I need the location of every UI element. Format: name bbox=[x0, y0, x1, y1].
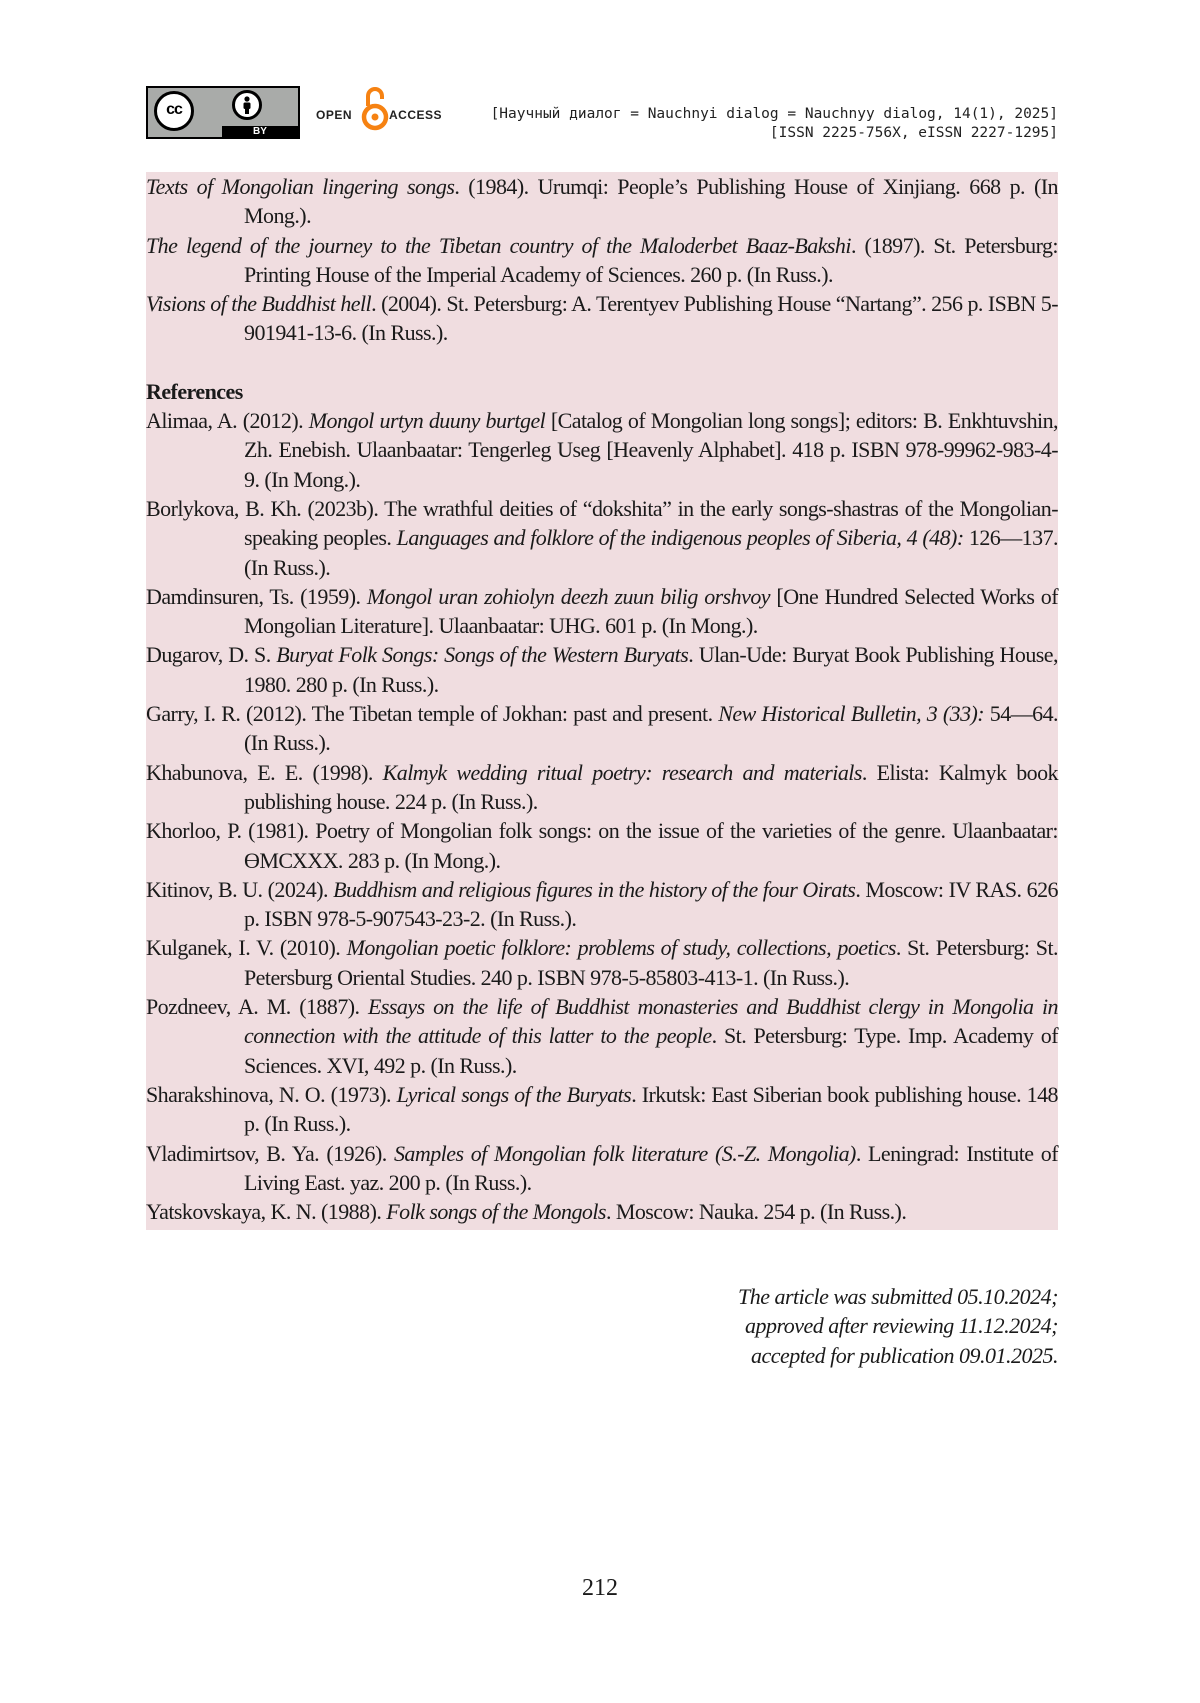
reference-entry: Damdinsuren, Ts. (1959). Mongol uran zohiolyn deezh zuun bilig orshvoy [One Hundred Selected Works of Mongolian Literature]. Ulaanbaatar: UHG. 601 p. (In Mong.). bbox=[146, 583, 1059, 639]
source-entry: Texts of Mongolian lingering songs. (1984). Urumqi: People’s Publishing House of Xinjiang. 668 p. (In Mong.). bbox=[146, 174, 1058, 229]
reference-entry: Khabunova, E. E. (1998). Kalmyk wedding ritual poetry: research and materials. Elista: Kalmyk book publishing house. 224 p. (In Russ.). bbox=[146, 759, 1059, 814]
reference-entry: Kitinov, B. U. (2024). Buddhism and religious figures in the history of the four Oirats. Moscow: IV RAS. 626 p. ISBN 978-5-907543-23-2. (In Russ.). bbox=[146, 876, 1058, 932]
references-heading: References bbox=[146, 378, 243, 404]
reference-entry: Garry, I. R. (2012). The Tibetan temple of Jokhan: past and present. New Historical Bulletin, 3 (33): 54—64. (In Russ.). bbox=[146, 701, 1058, 756]
reference-entry: Pozdneev, A. M. (1887). Essays on the life of Buddhist monasteries and Buddhist clergy in Mongolia in connection with the attitude of this latter to the people. St. Petersburg: Type. Imp. Academy of Sciences. XVI, 492 p. (In Russ.). bbox=[146, 994, 1058, 1078]
license-label: BY bbox=[253, 126, 267, 137]
creative-commons-icon: cc bbox=[154, 91, 194, 131]
open-access-prefix: OPEN bbox=[316, 108, 353, 122]
source-entry: Visions of the Buddhist hell. (2004). St. Petersburg: A. Terentyev Publishing House “Nartang”. 256 p. ISBN 5-901941-13-6. (In Russ.). bbox=[146, 291, 1058, 346]
reference-entry: Alimaa, A. (2012). Mongol urtyn duuny burtgel [Catalog of Mongolian long songs]; editors: B. Enkhtuvshin, Zh. Enebish. Ulaanbaatar: Tengerleg Useg [Heavenly Alphabet]. 418 p. ISBN 978-99962-983-4-9. (In Mong.). bbox=[146, 408, 1058, 492]
approved-date: approved after reviewing 11.12.2024; bbox=[745, 1313, 1058, 1339]
references-section bbox=[146, 172, 1058, 1230]
submitted-date: The article was submitted 05.10.2024; bbox=[737, 1284, 1058, 1309]
cc-by-license-badge bbox=[146, 86, 300, 139]
journal-title-line: [Научный диалог = Nauchnyi dialog = Nauchnyy dialog, 14(1), 2025] bbox=[490, 106, 1058, 122]
reference-entry: Khorloo, P. (1981). Poetry of Mongolian folk songs: on the issue of the varieties of the genre. Ulaanbaatar: ӨМСХХХ. 283 p. (In Mong.). bbox=[146, 818, 1058, 873]
page-header bbox=[146, 84, 1058, 144]
source-entry: The legend of the journey to the Tibetan country of the Maloderbet Baaz-Bakshi. (1897). St. Petersburg: Printing House of the Imperial Academy of Sciences. 260 p. (In Russ.). bbox=[146, 232, 1058, 287]
open-lock-icon bbox=[360, 84, 390, 134]
reference-entry: Yatskovskaya, K. N. (1988). Folk songs of the Mongols. Moscow: Nauka. 254 p. (In Russ.). bbox=[146, 1199, 907, 1225]
accepted-date: accepted for publication 09.01.2025. bbox=[750, 1342, 1058, 1368]
reference-entry: Sharakshinova, N. O. (1973). Lyrical songs of the Buryats. Irkutsk: East Siberian book publishing house. 148 p. (In Russ.). bbox=[146, 1081, 1059, 1137]
reference-entry: Borlykova, B. Kh. (2023b). The wrathful deities of “dokshita” in the early songs-shastras of the Mongolian-speaking peoples. Languages and folklore of the indigenous peoples of Siberia, 4 (48): 126—137. (In Russ.). bbox=[146, 495, 1058, 580]
open-access-suffix: ACCESS bbox=[389, 108, 443, 122]
page-number: 212 bbox=[582, 1575, 618, 1601]
reference-entry: Vladimirtsov, B. Ya. (1926). Samples of Mongolian folk literature (S.-Z. Mongolia). Leningrad: Institute of Living East. yaz. 200 p. (In Russ.). bbox=[146, 1140, 1058, 1195]
submission-dates bbox=[738, 1282, 1058, 1370]
attribution-person-icon bbox=[232, 90, 262, 120]
reference-entry: Dugarov, D. S. Buryat Folk Songs: Songs of the Western Buryats. Ulan-Ude: Buryat Book Publishing House, 1980. 280 p. (In Russ.). bbox=[146, 642, 1058, 697]
journal-issn-line: [ISSN 2225-756X, eISSN 2227-1295] bbox=[769, 125, 1058, 141]
open-access-logo bbox=[316, 84, 466, 144]
journal-citation bbox=[491, 105, 1058, 143]
reference-entry: Kulganek, I. V. (2010). Mongolian poetic folklore: problems of study, collections, poetics. St. Petersburg: St. Petersburg Oriental Studies. 240 p. ISBN 978-5-85803-413-1. (In Russ.). bbox=[146, 935, 1058, 990]
